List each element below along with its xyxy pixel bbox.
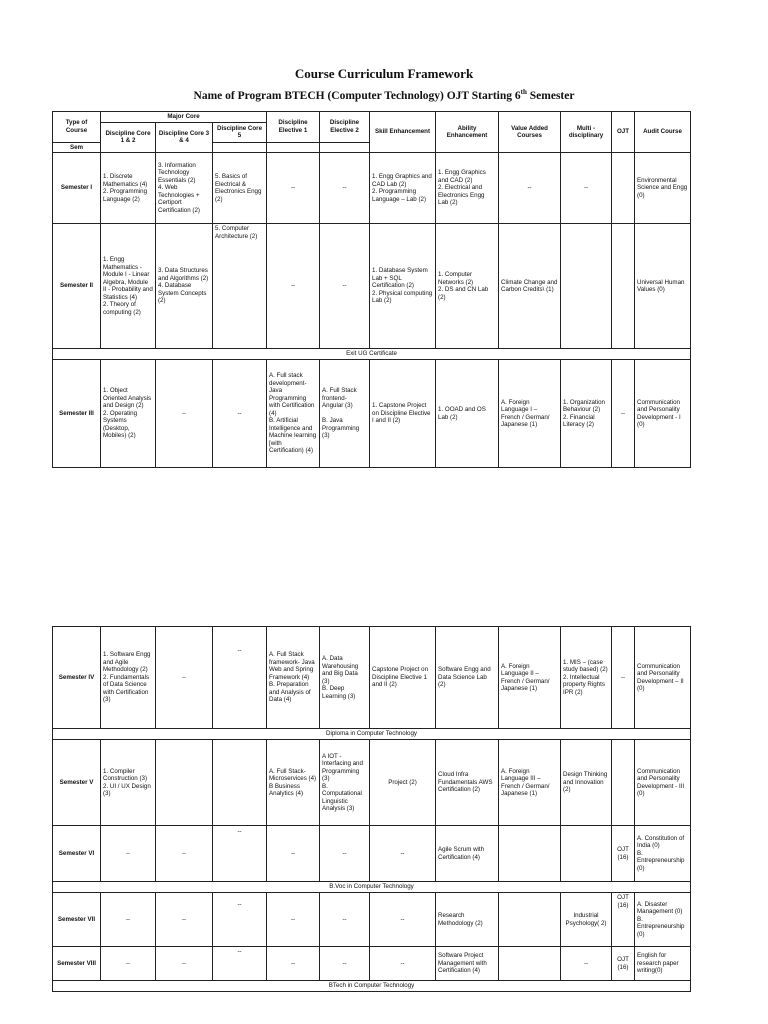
table-row <box>53 740 691 826</box>
cell-de2: -- <box>320 224 370 349</box>
header-ojt: OJT <box>612 112 635 153</box>
cell-dc34: 3. Data Structures and Algorithms (2) 4. Database System Concepts (2) <box>156 224 213 349</box>
cell-dc34: -- <box>156 627 213 729</box>
cell-dc12: -- <box>101 893 156 947</box>
cell-audit: Communication and Personality Development - III (0) <box>635 740 691 826</box>
cell-de2: -- <box>320 826 370 882</box>
cell-vac <box>499 947 561 981</box>
cell-skill: -- <box>370 893 436 947</box>
cell-ability: Cloud Infra Fundamentals AWS Certification (2) <box>436 740 499 826</box>
cell-ojt: OJT (16) <box>612 826 635 882</box>
cell-ojt <box>612 224 635 349</box>
cell-ability: Research Methodology (2) <box>436 893 499 947</box>
subtitle-sup: th <box>520 88 527 96</box>
cell-dc12: -- <box>101 947 156 981</box>
cell-multi: 1. MIS – (case study based) (2) 2. Intellectual property Rights IPR (2) <box>561 627 612 729</box>
semester-label: Semester II <box>53 224 101 349</box>
semester-label: Semester VI <box>53 826 101 882</box>
table-row <box>53 627 691 729</box>
document-subtitle <box>0 88 768 102</box>
cell-dc5: 5. Computer Architecture (2) <box>213 224 267 349</box>
cell-dc5: -- <box>213 627 267 729</box>
cell-dc12: 1. Engg Mathematics - Module I - Linear Algebra, Module II - Probability and Statistics (4) 2. Theory of computing (2) <box>101 224 156 349</box>
header-major-core: Major Core <box>101 112 267 123</box>
cell-dc34: -- <box>156 826 213 882</box>
semester-label: Semester I <box>53 153 101 224</box>
cell-vac: Climate Change and Carbon Credits\ (1) <box>499 224 561 349</box>
header-dc34: Discipline Core 3 & 4 <box>156 122 213 153</box>
header-de1: Discipline Elective 1 <box>267 112 320 143</box>
header-de2: Discipline Elective 2 <box>320 112 370 143</box>
cell-de1: -- <box>267 153 320 224</box>
cell-de1: -- <box>267 893 320 947</box>
header-ability: Ability Enhancement <box>436 112 499 153</box>
cell-skill: 1. Capstone Project on Discipline Elective I and II (2) <box>370 360 436 468</box>
cell-ojt: OJT (16) <box>612 947 635 981</box>
cell-dc12: -- <box>101 826 156 882</box>
table-row <box>53 224 691 349</box>
cell-ability: Agile Scrum with Certification (4) <box>436 826 499 882</box>
cell-de1: A. Full Stack framework- Java Web and Spring Framework (4) B. Preparation and Analysis of Data (4) <box>267 627 320 729</box>
cell-audit: A. Disaster Management (0) B. Entrepreneurship (0) <box>635 893 691 947</box>
cell-dc34: 3. Information Technology Essentials (2) 4. Web Technologies + Certiport Certification (2) <box>156 153 213 224</box>
cell-de2: -- <box>320 153 370 224</box>
cell-dc5: 5. Basics of Electrical & Electronics Engg (2) <box>213 153 267 224</box>
cell-multi: Industrial Psychology( 2) <box>561 893 612 947</box>
band-diploma: Diploma in Computer Technology <box>53 729 691 740</box>
header-sem: Sem <box>53 142 101 153</box>
band-bvoc: B.Voc in Computer Technology <box>53 882 691 893</box>
header-skill: Skill Enhancement <box>370 112 436 153</box>
semester-label: Semester IV <box>53 627 101 729</box>
table-row <box>53 360 691 468</box>
table-row <box>53 153 691 224</box>
cell-dc34: -- <box>156 947 213 981</box>
semester-label: Semester III <box>53 360 101 468</box>
cell-dc12: 1. Object Oriented Analysis and Design (2) 2. Operating Systems (Desktop, Mobiles) (2) <box>101 360 156 468</box>
cell-ability: 1. OOAD and OS Lab (2) <box>436 360 499 468</box>
cell-ability: 1. Engg Graphics and CAD (2) 2. Electrical and Electronics Engg Lab (2) <box>436 153 499 224</box>
cell-dc5: -- <box>213 893 267 947</box>
cell-multi: 1. Organization Behaviour (2) 2. Financial Literacy (2) <box>561 360 612 468</box>
cell-ojt <box>612 740 635 826</box>
cell-dc12: 1. Discrete Mathematics (4) 2. Programming Language (2) <box>101 153 156 224</box>
cell-multi: -- <box>561 947 612 981</box>
cell-vac <box>499 826 561 882</box>
header-audit: Audit Course <box>635 112 691 153</box>
cell-audit: Environmental Science and Engg (0) <box>635 153 691 224</box>
curriculum-table-part1 <box>52 111 691 468</box>
cell-de1: -- <box>267 826 320 882</box>
cell-dc34 <box>156 740 213 826</box>
cell-dc34: -- <box>156 893 213 947</box>
cell-ojt: OJT (16) <box>612 893 635 947</box>
header-type-of-course: Type of Course <box>53 112 101 143</box>
cell-ability: Software Engg and Data Science Lab (2) <box>436 627 499 729</box>
cell-vac: A. Foreign Language I – French / German/ Japanese (1) <box>499 360 561 468</box>
cell-de2: A. Full Stack frontend- Angular (3) B. Java Programming (3) <box>320 360 370 468</box>
cell-vac <box>499 893 561 947</box>
cell-multi <box>561 826 612 882</box>
cell-dc5: -- <box>213 947 267 981</box>
cell-de2: A IOT - Interfacing and Programming (3) B. Computational Linguistic Analysis (3) <box>320 740 370 826</box>
cell-dc12: 1. Software Engg and Agile Methodology (2) 2. Fundamentals of Data Science with Certification (3) <box>101 627 156 729</box>
header-vac: Value Added Courses <box>499 112 561 153</box>
cell-multi <box>561 224 612 349</box>
cell-dc5: -- <box>213 360 267 468</box>
cell-skill: -- <box>370 826 436 882</box>
band-exit-ug: Exit UG Certificate <box>53 349 691 360</box>
curriculum-table-part2 <box>52 626 691 992</box>
subtitle-prefix: Name of Program BTECH (Computer Technology) OJT Starting 6 <box>193 89 521 102</box>
cell-skill: Capstone Project on Discipline Elective 1 and II (2) <box>370 627 436 729</box>
header-dc5: Discipline Core 5 <box>213 122 267 142</box>
cell-vac: -- <box>499 153 561 224</box>
cell-skill: Project (2) <box>370 740 436 826</box>
cell-dc5 <box>213 740 267 826</box>
cell-de1: -- <box>267 947 320 981</box>
subtitle-suffix: Semester <box>526 89 575 102</box>
cell-skill: 1. Engg Graphics and CAD Lab (2) 2. Programming Language – Lab (2) <box>370 153 436 224</box>
semester-label: Semester VIII <box>53 947 101 981</box>
cell-multi: -- <box>561 153 612 224</box>
cell-de1: -- <box>267 224 320 349</box>
cell-audit: A. Constitution of India (0) B. Entrepreneurship (0) <box>635 826 691 882</box>
cell-vac: A. Foreign Language III – French / German/ Japanese (1) <box>499 740 561 826</box>
cell-ability: 1. Computer Networks (2) 2. DS and CN Lab (2) <box>436 224 499 349</box>
cell-dc5: -- <box>213 826 267 882</box>
cell-skill: -- <box>370 947 436 981</box>
cell-multi: Design Thinking and Innovation (2) <box>561 740 612 826</box>
cell-skill: 1. Database System Lab + SQL Certification (2) 2. Physical computing Lab (2) <box>370 224 436 349</box>
header-multi: Multi - disciplinary <box>561 112 612 153</box>
semester-label: Semester VII <box>53 893 101 947</box>
table-row <box>53 893 691 947</box>
cell-ojt: -- <box>612 627 635 729</box>
cell-audit: Communication and Personality Development – II (0) <box>635 627 691 729</box>
cell-de1: A. Full Stack- Microservices (4) B Business Analytics (4) <box>267 740 320 826</box>
cell-audit: Communication and Personality Development - I (0) <box>635 360 691 468</box>
semester-label: Semester V <box>53 740 101 826</box>
cell-vac: A. Foreign Language II – French / German/ Japanese (1) <box>499 627 561 729</box>
cell-de2: A. Data Warehousing and Big Data (3) B. Deep Learning (3) <box>320 627 370 729</box>
cell-de2: -- <box>320 893 370 947</box>
cell-de2: -- <box>320 947 370 981</box>
document-title: Course Curriculum Framework <box>294 66 474 81</box>
cell-audit: English for research paper writing(0) <box>635 947 691 981</box>
header-dc12: Discipline Core 1 & 2 <box>101 122 156 153</box>
table-row <box>53 947 691 981</box>
cell-de1: A. Full stack development- Java Programming with Certification (4) B. Artificial Intelligence and Machine learning [with Certification) (4) <box>267 360 320 468</box>
band-btech: BTech in Computer Technology <box>53 981 691 992</box>
cell-ojt <box>612 153 635 224</box>
table-row <box>53 826 691 882</box>
cell-ojt: -- <box>612 360 635 468</box>
cell-dc34: -- <box>156 360 213 468</box>
cell-ability: Software Project Management with Certification (4) <box>436 947 499 981</box>
cell-dc12: 1. Compiler Construction (3) 2. UI / UX Design (3) <box>101 740 156 826</box>
cell-audit: Universal Human Values (0) <box>635 224 691 349</box>
